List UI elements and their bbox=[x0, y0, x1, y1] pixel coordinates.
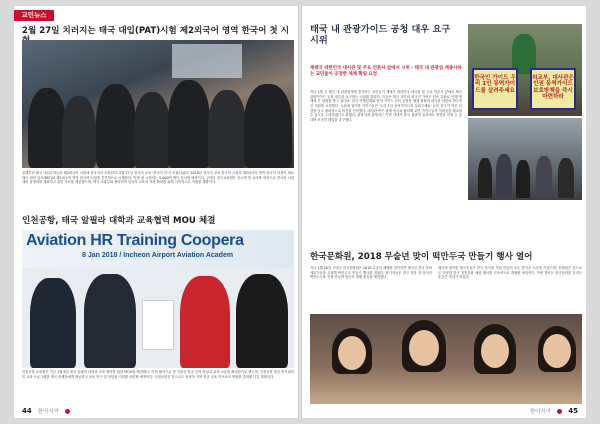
magazine-name: 한아시아 bbox=[37, 409, 60, 415]
article-title-tteokmanduguk: 한국문화원, 2018 무술년 맞이 떡만두국 만들기 행사 열어 bbox=[310, 252, 533, 262]
footer-left bbox=[22, 407, 70, 415]
banner-subtitle: 8 Jan 2018 / Incheon Airport Aviation Academ bbox=[82, 252, 234, 259]
article-title-incheon-mou: 인천공항, 태국 알필라 대학과 교육협력 MOU 체결 bbox=[22, 216, 216, 226]
article-caption-pat-exam: 올해부터 태국 대입수학능력 제2외국어 시험에 한국어가 포함된다. 2월 27일 한국어 교육 '한국어 어'가 포함되었다. 2018년 한국어 교육 한국어 시험과 제2외국어 영역 한국어 과정이 새로 태국 대학 입시(PAT)와 제2외국어 영역 한국어 시험을 본격적으로 시행한다. 이번 첫 시험에는 5,000여 명이 응시할 예정이다. 주태국 한국교육원은 응시생 및 교사를 대상으로 한국어 시험 대비 설명회를 개최하고 관련 자료를 제공했으며, 태국 교육부와 협력하여 한국어 교육의 저변 확대를 위해 지속적으로 지원할 계획이다. bbox=[22, 171, 294, 185]
article-title-pat-exam: 2월 27일 치러지는 태국 대입(PAT)시험 제2외국어 영역 한국어 첫 시 bbox=[22, 26, 289, 36]
section-tab: 교민뉴스 bbox=[14, 10, 54, 21]
page-number: 44 bbox=[22, 407, 32, 415]
photo-protest-street bbox=[468, 118, 582, 200]
article-body-guide-protest: 지난 1월 초 태국 내 관광업계에 종사하는 교민들이 재태국 대한민국 대사관 및 주요 언론사 앞에서 태국 관광가이드 공청 대우를 요구하는 시위를 벌였다. 이들은 태국 정부의 외국인 가이드 단속 강화로 인해 생계에 큰 위협을 받고 있다며, 한국 여행업계와 현지 가이드 간의 공정한 체제 확립과 대사관 차원의 적극적인 지원을 요청했다. 시위에 참가한 가이드들은 '우리 1인 동역가이드를 살려주세요' 등의 문구가 적힌 피켓을 들고 평화적으로 의견을 전달했다. 대사관 측은 관계 당국과 협의해 교민 가이드들의 어려움을 해소할 수 있도록 노력하겠다고 밝혔다. 관광업계 관계자는 이번 사태가 한국 관광객 유치에도 영향을 미칠 수 있다며 조속한 해결을 촉구했다. bbox=[310, 90, 462, 123]
photo-exam-students bbox=[22, 40, 294, 168]
left-page bbox=[14, 6, 298, 418]
page-number: 45 bbox=[568, 407, 578, 415]
protest-sign-left: 한국인 가이드 우리 1인 동역가이드를 살려주세요 bbox=[472, 68, 518, 110]
event-banner bbox=[22, 230, 294, 268]
magazine-name: 한아시아 bbox=[529, 409, 552, 415]
article-body-tteokmanduguk-right: 행사에 참가한 태국인들은 한국 음식을 직접 만들어 보는 즐거운 시간을 가졌으며, 문화원은 앞으로도 다양한 한국 전통문화 체험 행사를 지속적으로 개최할 예정이다. 이번 행사는 한국문화를 알리는 뜻깊은 자리가 되었다. bbox=[438, 266, 582, 280]
projector-screen bbox=[172, 44, 242, 78]
magazine-logo-icon bbox=[65, 409, 70, 414]
photo-protest-signs bbox=[468, 24, 582, 116]
mou-certificate bbox=[142, 300, 174, 350]
protest-sign-right: 외교부, 대사관은 인권 동역가이드 보호방책을 즉시 마련하라 bbox=[530, 68, 576, 110]
article-title-guide-protest: 태국 내 관광가이드 공청 대우 요구 시위 bbox=[310, 24, 451, 47]
article-caption-incheon-mou: 인천공항 교육원은 지난 1월 8일 태국 알필라 대학과 교육 협력을 위한 MOU를 체결했다. 이번 협약으로 양 기관은 항공 인력 양성과 교육 교류를 확대하기로 했으며, 인천공항 항공 아카데미의 교육 프로그램을 태국 학생들에게 제공하고 공동 연구 및 인턴십 기회를 마련할 예정이다. 인천공항은 앞으로도 동남아 지역 항공 교육 허브로서 역할을 강화해 나갈 계획이다. bbox=[22, 370, 294, 379]
article-lead-guide-protest: 재태국 대한민국 대사관 및 주요 언론사 앞에서 시위 - 태국 내 관광업 계종사하는 교민들이 공정한 체제 확립 요청 bbox=[310, 66, 462, 77]
photo-mou-signing bbox=[22, 230, 294, 368]
right-page bbox=[302, 6, 586, 418]
photo-culture-event bbox=[310, 314, 582, 404]
magazine-logo-icon bbox=[557, 409, 562, 414]
footer-right bbox=[530, 407, 578, 415]
banner-title: Aviation HR Training Coopera bbox=[26, 232, 244, 249]
article-body-tteokmanduguk-left: 지난 1월 20일 주태국 한국문화원은 2018 무술년 새해를 맞이하여 태국인 한국 문화 애호가들을 초청해 떡만두국 만들기 행사를 열었다. 참가자들은 한국 전통 설 음식인 떡만두국을 직접 만들며 한국의 새해 풍습을 체험했다. bbox=[310, 266, 432, 280]
